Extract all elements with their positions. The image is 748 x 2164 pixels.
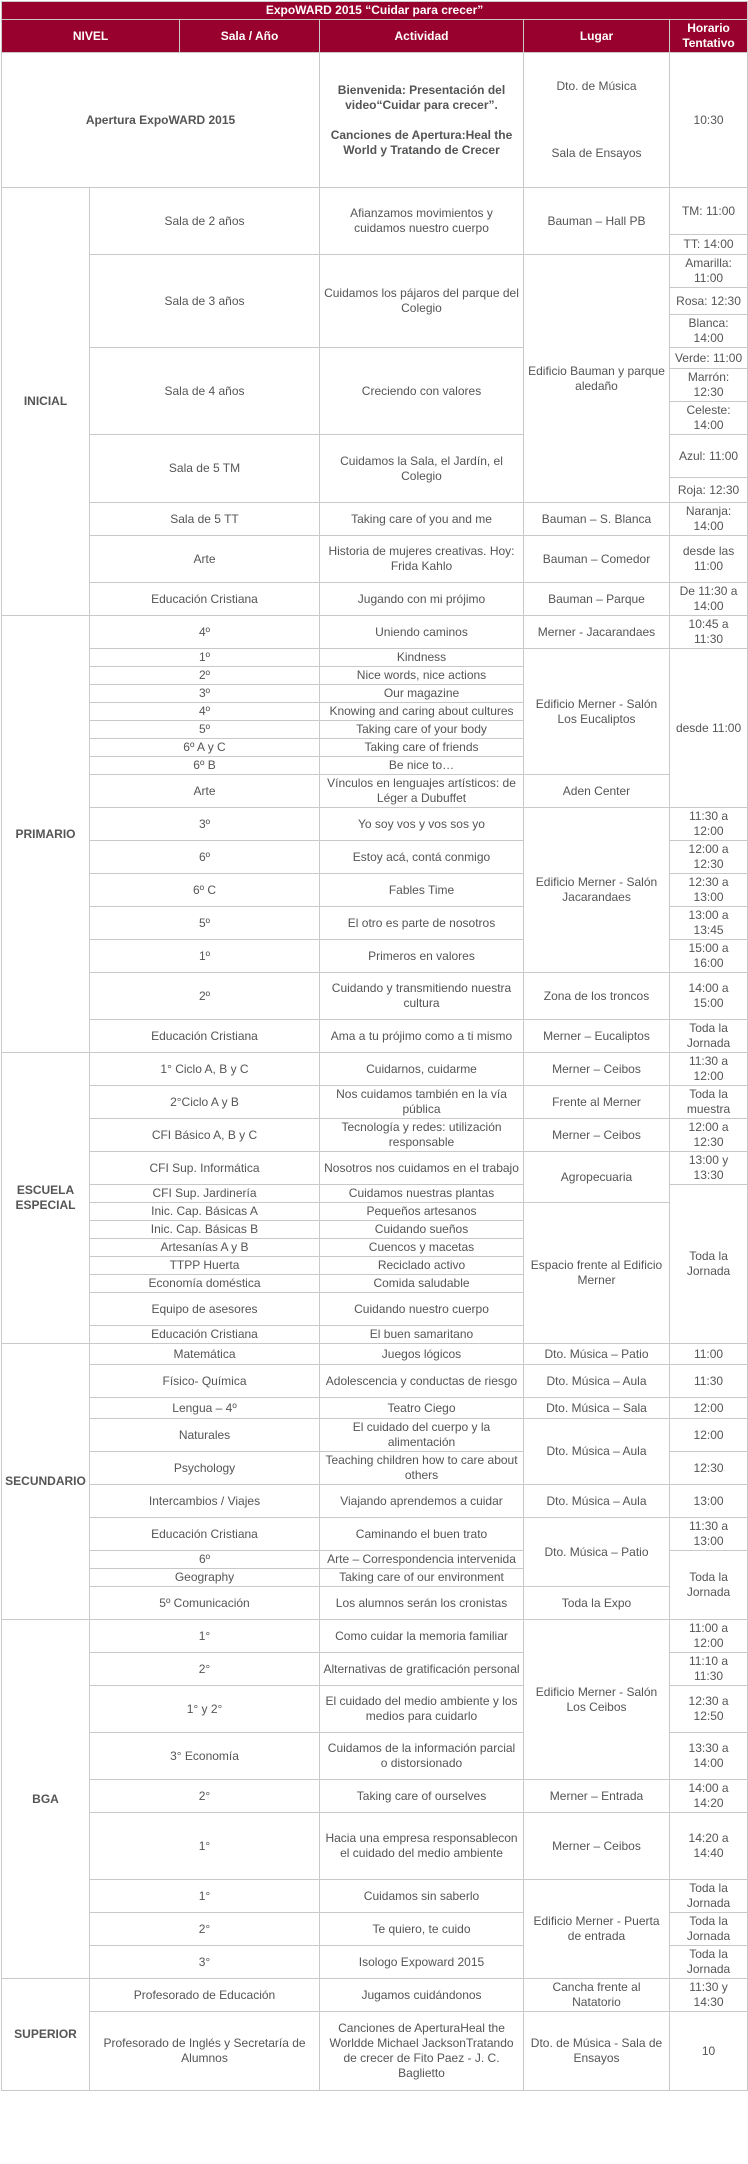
activity-cell: Historia de mujeres creativas. Hoy: Frida Kahlo: [320, 536, 524, 583]
activity-cell: Cuidamos sin saberlo: [320, 1880, 524, 1913]
sala-cell: Arte: [90, 536, 320, 583]
sala-cell: 3º: [90, 808, 320, 841]
activity-cell: Taking care of you and me: [320, 503, 524, 536]
time-cell: 14:00 a 15:00: [670, 973, 748, 1020]
header-actividad: Actividad: [320, 20, 524, 53]
table-row: [2, 616, 748, 649]
place-cell: Aden Center: [524, 775, 670, 808]
activity-cell: Los alumnos serán los cronistas: [320, 1587, 524, 1620]
activity-cell: Cuidando sueños: [320, 1221, 524, 1239]
place-cell: Bauman – Comedor: [524, 536, 670, 583]
activity-cell: Jugando con mi prójimo: [320, 583, 524, 616]
place-cell: Agropecuaria: [524, 1152, 670, 1203]
apertura-activity: [320, 53, 524, 188]
sala-cell: 2°Ciclo A y B: [90, 1086, 320, 1119]
time-cell: 12:30 a 13:00: [670, 874, 748, 907]
table-row: [2, 1587, 748, 1620]
activity-cell: Creciendo con valores: [320, 348, 524, 435]
sala-cell: 2°: [90, 1653, 320, 1686]
place-cell: Bauman – Parque: [524, 583, 670, 616]
table-row: [2, 1813, 748, 1880]
sala-cell: Educación Cristiana: [90, 1326, 320, 1344]
sala-cell: 1º: [90, 649, 320, 667]
time-cell: 13:00 y 13:30: [670, 1152, 748, 1185]
time-cell: 12:00 a 12:30: [670, 1119, 748, 1152]
table-row: [2, 1620, 748, 1653]
time-cell: 12:00: [670, 1419, 748, 1452]
place-cell: Merner – Ceibos: [524, 1119, 670, 1152]
activity-cell: Nos cuidamos también en la vía pública: [320, 1086, 524, 1119]
nivel-especial: ESCUELA ESPECIAL: [2, 1053, 90, 1344]
nivel-superior: SUPERIOR: [2, 1979, 90, 2091]
place-cell: Dto. Música – Patio: [524, 1344, 670, 1365]
apertura-activity-1: Bienvenida: Presentación del video“Cuidar para crecer”.: [337, 82, 506, 112]
time-cell: 11:30 y 14:30: [670, 1979, 748, 2012]
activity-cell: Caminando el buen trato: [320, 1518, 524, 1551]
header-sala: Sala / Año: [180, 20, 320, 53]
place-cell: Merner – Ceibos: [524, 1053, 670, 1086]
schedule-table: [1, 1, 748, 2091]
activity-cell: El otro es parte de nosotros: [320, 907, 524, 940]
sala-cell: Profesorado de Inglés y Secretaría de Alumnos: [90, 2012, 320, 2091]
time-cell: 11:30 a 12:00: [670, 1053, 748, 1086]
table-row: [2, 649, 748, 667]
time-cell: De 11:30 a 14:00: [670, 583, 748, 616]
activity-cell: Our magazine: [320, 685, 524, 703]
time-cell: 14:00 a 14:20: [670, 1780, 748, 1813]
apertura-row: [2, 53, 748, 188]
table-row: [2, 1203, 748, 1221]
activity-cell: Yo soy vos y vos sos yo: [320, 808, 524, 841]
sala-cell: Artesanías A y B: [90, 1239, 320, 1257]
activity-cell: Alternativas de gratificación personal: [320, 1653, 524, 1686]
activity-cell: Nice words, nice actions: [320, 667, 524, 685]
activity-cell: Ama a tu prójimo como a ti mismo: [320, 1020, 524, 1053]
sala-cell: 3º: [90, 685, 320, 703]
time-cell: TT: 14:00: [670, 235, 748, 255]
sala-cell: 1°: [90, 1813, 320, 1880]
header-horario: Horario Tentativo: [670, 20, 748, 53]
apertura-label: Apertura ExpoWARD 2015: [2, 53, 320, 188]
header-row: [2, 20, 748, 53]
sala-cell: 1° Ciclo A, B y C: [90, 1053, 320, 1086]
activity-cell: Canciones de AperturaHeal the Worldde Michael JacksonTratando de crecer de Fito Paez - J. C. Baglietto: [320, 2012, 524, 2091]
table-row: [2, 1398, 748, 1419]
table-row: [2, 1020, 748, 1053]
place-cell: Cancha frente al Natatorio: [524, 1979, 670, 2012]
time-cell: 12:00 a 12:30: [670, 841, 748, 874]
activity-cell: Be nice to…: [320, 757, 524, 775]
sala-cell: Equipo de asesores: [90, 1293, 320, 1326]
time-cell: 11:30: [670, 1365, 748, 1398]
sala-cell: Psychology: [90, 1452, 320, 1485]
time-cell: 13:00: [670, 1485, 748, 1518]
activity-cell: El cuidado del medio ambiente y los medios para cuidarlo: [320, 1686, 524, 1733]
activity-cell: El buen samaritano: [320, 1326, 524, 1344]
sala-cell: Geography: [90, 1569, 320, 1587]
place-cell: Edificio Merner - Puerta de entrada: [524, 1880, 670, 1979]
place-cell: Bauman – Hall PB: [524, 188, 670, 255]
activity-cell: Taking care of ourselves: [320, 1780, 524, 1813]
apertura-place-1: Dto. de Música: [556, 79, 637, 93]
page-title: ExpoWARD 2015 “Cuidar para crecer”: [2, 2, 748, 20]
table-row: [2, 536, 748, 583]
time-cell: 10: [670, 2012, 748, 2091]
activity-cell: Fables Time: [320, 874, 524, 907]
sala-cell: 6º C: [90, 874, 320, 907]
table-row: [2, 1979, 748, 2012]
place-cell: Espacio frente al Edificio Merner: [524, 1203, 670, 1344]
table-row: [2, 1880, 748, 1913]
time-cell: Toda la muestra: [670, 1086, 748, 1119]
activity-cell: Reciclado activo: [320, 1257, 524, 1275]
time-cell: Rosa: 12:30: [670, 288, 748, 315]
table-row: [2, 1086, 748, 1119]
activity-cell: Teaching children how to care about others: [320, 1452, 524, 1485]
nivel-secundario: SECUNDARIO: [2, 1344, 90, 1620]
place-cell: Merner – Ceibos: [524, 1813, 670, 1880]
table-row: [2, 188, 748, 235]
activity-cell: Teatro Ciego: [320, 1398, 524, 1419]
time-cell: Toda la Jornada: [670, 1551, 748, 1620]
activity-cell: Jugamos cuidándonos: [320, 1979, 524, 2012]
place-cell: Bauman – S. Blanca: [524, 503, 670, 536]
sala-cell: Matemática: [90, 1344, 320, 1365]
time-cell: Verde: 11:00: [670, 348, 748, 369]
activity-cell: Cuidamos de la información parcial o distorsionado: [320, 1733, 524, 1780]
sala-cell: 2°: [90, 1780, 320, 1813]
sala-cell: 5º: [90, 907, 320, 940]
time-cell: 13:30 a 14:00: [670, 1733, 748, 1780]
time-cell: Toda la Jornada: [670, 1946, 748, 1979]
sala-cell: 5º Comunicación: [90, 1587, 320, 1620]
table-row: [2, 1053, 748, 1086]
apertura-time: 10:30: [670, 53, 748, 188]
apertura-place: [524, 53, 670, 188]
activity-cell: Cuidamos la Sala, el Jardín, el Colegio: [320, 435, 524, 503]
sala-cell: 2º: [90, 973, 320, 1020]
activity-cell: Adolescencia y conductas de riesgo: [320, 1365, 524, 1398]
time-cell: Toda la Jornada: [670, 1185, 748, 1344]
sala-cell: Educación Cristiana: [90, 583, 320, 616]
place-cell: Edificio Merner - Salón Los Ceibos: [524, 1620, 670, 1780]
time-cell: 12:30: [670, 1452, 748, 1485]
table-row: [2, 503, 748, 536]
time-cell: TM: 11:00: [670, 188, 748, 235]
sala-cell: Sala de 5 TM: [90, 435, 320, 503]
sala-cell: 1º: [90, 940, 320, 973]
time-cell: Naranja: 14:00: [670, 503, 748, 536]
table-row: [2, 1152, 748, 1185]
activity-cell: Arte – Correspondencia intervenida: [320, 1551, 524, 1569]
title-row: [2, 2, 748, 20]
nivel-primario: PRIMARIO: [2, 616, 90, 1053]
time-cell: Blanca: 14:00: [670, 315, 748, 348]
time-cell: 11:10 a 11:30: [670, 1653, 748, 1686]
table-row: [2, 808, 748, 841]
nivel-inicial: INICIAL: [2, 188, 90, 616]
table-row: [2, 255, 748, 288]
sala-cell: Sala de 2 años: [90, 188, 320, 255]
sala-cell: CFI Básico A, B y C: [90, 1119, 320, 1152]
table-row: [2, 1344, 748, 1365]
activity-cell: Cuencos y macetas: [320, 1239, 524, 1257]
sala-cell: Educación Cristiana: [90, 1518, 320, 1551]
time-cell: 10:45 a 11:30: [670, 616, 748, 649]
time-cell: Toda la Jornada: [670, 1913, 748, 1946]
activity-cell: Juegos lógicos: [320, 1344, 524, 1365]
nivel-bga: BGA: [2, 1620, 90, 1979]
sala-cell: 5º: [90, 721, 320, 739]
time-cell: 13:00 a 13:45: [670, 907, 748, 940]
sala-cell: Inic. Cap. Básicas A: [90, 1203, 320, 1221]
header-lugar: Lugar: [524, 20, 670, 53]
activity-cell: Nosotros nos cuidamos en el trabajo: [320, 1152, 524, 1185]
time-cell: 15:00 a 16:00: [670, 940, 748, 973]
place-cell: Dto. de Música - Sala de Ensayos: [524, 2012, 670, 2091]
time-cell: Azul: 11:00: [670, 435, 748, 478]
sala-cell: 1°: [90, 1620, 320, 1653]
activity-cell: Pequeños artesanos: [320, 1203, 524, 1221]
activity-cell: Como cuidar la memoria familiar: [320, 1620, 524, 1653]
time-cell: 12:00: [670, 1398, 748, 1419]
sala-cell: 2°: [90, 1913, 320, 1946]
place-cell: Edificio Bauman y parque aledaño: [524, 255, 670, 503]
time-cell: 11:00 a 12:00: [670, 1620, 748, 1653]
sala-cell: 3°: [90, 1946, 320, 1979]
table-row: [2, 1419, 748, 1452]
table-row: [2, 1485, 748, 1518]
table-row: [2, 1119, 748, 1152]
activity-cell: Cuidando y transmitiendo nuestra cultura: [320, 973, 524, 1020]
sala-cell: 4º: [90, 703, 320, 721]
sala-cell: Inic. Cap. Básicas B: [90, 1221, 320, 1239]
time-cell: Toda la Jornada: [670, 1020, 748, 1053]
sala-cell: 6º A y C: [90, 739, 320, 757]
sala-cell: Sala de 3 años: [90, 255, 320, 348]
sala-cell: 6º: [90, 1551, 320, 1569]
sala-cell: 6º B: [90, 757, 320, 775]
place-cell: Zona de los troncos: [524, 973, 670, 1020]
activity-cell: Uniendo caminos: [320, 616, 524, 649]
activity-cell: Taking care of our environment: [320, 1569, 524, 1587]
activity-cell: Taking care of friends: [320, 739, 524, 757]
sala-cell: Lengua – 4º: [90, 1398, 320, 1419]
activity-cell: Cuidamos los pájaros del parque del Colegio: [320, 255, 524, 348]
sala-cell: TTPP Huerta: [90, 1257, 320, 1275]
place-cell: Dto. Música – Sala: [524, 1398, 670, 1419]
place-cell: Edificio Merner - Salón Jacarandaes: [524, 808, 670, 973]
activity-cell: Tecnología y redes: utilización responsable: [320, 1119, 524, 1152]
table-row: [2, 2012, 748, 2091]
sala-cell: 6º: [90, 841, 320, 874]
time-cell: 14:20 a 14:40: [670, 1813, 748, 1880]
place-cell: Edificio Merner - Salón Los Eucaliptos: [524, 649, 670, 775]
table-row: [2, 775, 748, 808]
place-cell: Merner - Jacarandaes: [524, 616, 670, 649]
activity-cell: Estoy acá, contá conmigo: [320, 841, 524, 874]
sala-cell: Físico- Química: [90, 1365, 320, 1398]
place-cell: Toda la Expo: [524, 1587, 670, 1620]
time-cell: Marrón: 12:30: [670, 369, 748, 402]
activity-cell: Taking care of your body: [320, 721, 524, 739]
activity-cell: El cuidado del cuerpo y la alimentación: [320, 1419, 524, 1452]
sala-cell: Arte: [90, 775, 320, 808]
activity-cell: Viajando aprendemos a cuidar: [320, 1485, 524, 1518]
place-cell: Dto. Música – Aula: [524, 1365, 670, 1398]
table-row: [2, 1518, 748, 1551]
sala-cell: Educación Cristiana: [90, 1020, 320, 1053]
sala-cell: Profesorado de Educación: [90, 1979, 320, 2012]
sala-cell: Intercambios / Viajes: [90, 1485, 320, 1518]
activity-cell: Cuidando nuestro cuerpo: [320, 1293, 524, 1326]
activity-cell: Kindness: [320, 649, 524, 667]
activity-cell: Knowing and caring about cultures: [320, 703, 524, 721]
place-cell: Dto. Música – Aula: [524, 1419, 670, 1485]
time-cell: Amarilla: 11:00: [670, 255, 748, 288]
place-cell: Merner – Entrada: [524, 1780, 670, 1813]
activity-cell: Isologo Expoward 2015: [320, 1946, 524, 1979]
place-cell: Dto. Música – Aula: [524, 1485, 670, 1518]
place-cell: Merner – Eucaliptos: [524, 1020, 670, 1053]
apertura-place-2: Sala de Ensayos: [551, 146, 642, 160]
activity-cell: Vínculos en lenguajes artísticos: de Léger a Dubuffet: [320, 775, 524, 808]
time-cell: 11:30 a 12:00: [670, 808, 748, 841]
sala-cell: CFI Sup. Jardinería: [90, 1185, 320, 1203]
activity-cell: Cuidarnos, cuidarme: [320, 1053, 524, 1086]
time-cell: desde 11:00: [670, 649, 748, 808]
sala-cell: 2º: [90, 667, 320, 685]
sala-cell: 1° y 2°: [90, 1686, 320, 1733]
activity-cell: Primeros en valores: [320, 940, 524, 973]
table-row: [2, 1365, 748, 1398]
apertura-activity-2: Canciones de Apertura:Heal the World y Tratando de Crecer: [330, 127, 513, 157]
table-row: [2, 1780, 748, 1813]
activity-cell: Te quiero, te cuido: [320, 1913, 524, 1946]
sala-cell: Economía doméstica: [90, 1275, 320, 1293]
sala-cell: CFI Sup. Informática: [90, 1152, 320, 1185]
time-cell: 12:30 a 12:50: [670, 1686, 748, 1733]
place-cell: Frente al Merner: [524, 1086, 670, 1119]
sala-cell: Sala de 5 TT: [90, 503, 320, 536]
table-row: [2, 583, 748, 616]
activity-cell: Cuidamos nuestras plantas: [320, 1185, 524, 1203]
place-cell: Dto. Música – Patio: [524, 1518, 670, 1587]
time-cell: Celeste: 14:00: [670, 402, 748, 435]
activity-cell: Afianzamos movimientos y cuidamos nuestro cuerpo: [320, 188, 524, 255]
activity-cell: Comida saludable: [320, 1275, 524, 1293]
sala-cell: 4º: [90, 616, 320, 649]
header-nivel: NIVEL: [2, 20, 180, 53]
time-cell: 11:00: [670, 1344, 748, 1365]
time-cell: Roja: 12:30: [670, 478, 748, 503]
sala-cell: Naturales: [90, 1419, 320, 1452]
time-cell: Toda la Jornada: [670, 1880, 748, 1913]
table-row: [2, 973, 748, 1020]
activity-cell: Hacia una empresa responsablecon el cuidado del medio ambiente: [320, 1813, 524, 1880]
sala-cell: 3° Economía: [90, 1733, 320, 1780]
time-cell: desde las 11:00: [670, 536, 748, 583]
sala-cell: 1°: [90, 1880, 320, 1913]
sala-cell: Sala de 4 años: [90, 348, 320, 435]
time-cell: 11:30 a 13:00: [670, 1518, 748, 1551]
